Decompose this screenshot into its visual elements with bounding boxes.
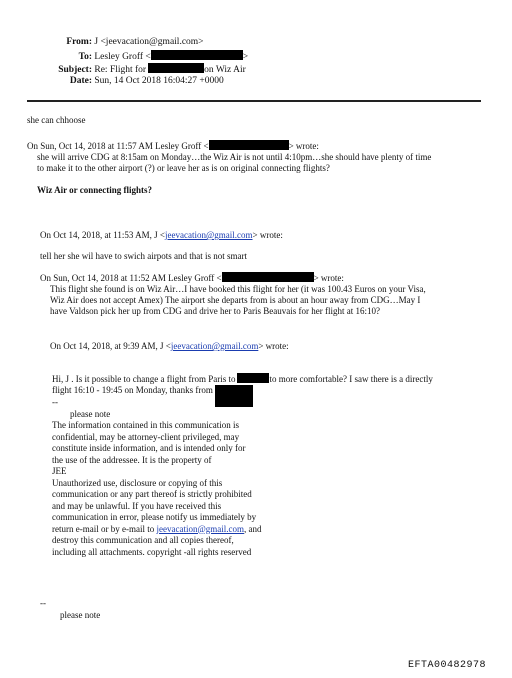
signature-line: communication in error, please notify us immediately by	[52, 512, 257, 522]
from-label: From:	[66, 37, 92, 47]
redaction-box	[148, 63, 204, 73]
subject-value-pre: Re: Flight for	[94, 65, 147, 75]
signature-line	[52, 524, 261, 536]
email-link[interactable]: jeevacation@gmail.com	[170, 341, 259, 351]
signature-text: , and	[243, 523, 262, 534]
bottom-dashes: --	[40, 598, 46, 608]
redaction-box	[209, 140, 289, 150]
document-id: EFTA00482978	[408, 660, 487, 671]
quote-header-text: > wrote:	[252, 230, 283, 240]
signature-dashes: --	[52, 397, 58, 407]
subject-value-post: on Wiz Air	[204, 65, 246, 75]
bold-question: Wiz Air or connecting flights?	[37, 185, 153, 195]
from-value: J <jeevacation@gmail.com>	[94, 37, 204, 47]
signature-line: Unauthorized use, disclosure or copying of this	[52, 477, 223, 488]
signature-line: communication or any part thereof is strictly prohibited	[52, 489, 252, 499]
subject-label: Subject:	[58, 65, 92, 75]
quote-header	[50, 341, 289, 353]
quote-line	[52, 373, 433, 386]
signature-line: destroy this communication and all copies thereof,	[52, 535, 234, 545]
signature-line: JEE	[52, 466, 67, 476]
quote-header-text: On Sun, Oct 14, 2018 at 11:52 AM Lesley Groff <	[40, 273, 222, 283]
quote-line: tell her she wil have to swich airpots and that is not smart	[40, 251, 247, 261]
quote-text: to more comfortable? I saw there is a directly	[269, 374, 433, 384]
quote-line	[52, 385, 253, 407]
quote-header-text: On Oct 14, 2018, at 9:39 AM, J <	[50, 341, 171, 351]
quote-line: have Valdson pick her up from CDG and drive her to Paris Beauvais for her flight at 16:10?	[50, 306, 381, 316]
quote-text: Hi, J . Is it possible to change a flight from Paris to	[52, 374, 236, 384]
to-value-post: >	[242, 52, 249, 62]
header-divider	[27, 100, 481, 102]
quote-header	[40, 230, 283, 242]
quote-header-text: > wrote:	[313, 273, 344, 283]
date-label: Date:	[69, 76, 92, 86]
signature-line: the use of the addressee. It is the property of	[52, 454, 212, 465]
email-link[interactable]: jeevacation@gmail.com	[165, 230, 253, 240]
signature-block	[52, 420, 261, 558]
bottom-please-note: please note	[60, 610, 101, 620]
signature-line: The information contained in this communication is	[52, 420, 239, 430]
email-link[interactable]: jeevacation@gmail.com	[156, 523, 244, 534]
redaction-box	[215, 385, 253, 407]
header-from	[40, 37, 204, 47]
quote-header-text: On Oct 14, 2018, at 11:53 AM, J <	[40, 230, 165, 240]
redaction-box	[237, 373, 269, 383]
header-to	[40, 50, 248, 62]
signature-line: and may be unlawful. If you have received this	[52, 500, 222, 511]
quote-header-text: > wrote:	[258, 341, 289, 351]
date-value: Sun, 14 Oct 2018 16:04:27 +0000	[94, 76, 224, 86]
quote-header-text: On Sun, Oct 14, 2018 at 11:57 AM Lesley Groff <	[27, 141, 209, 151]
to-value-pre: Lesley Groff <	[94, 52, 151, 62]
signature-line: confidential, may be attorney-client privileged, may	[52, 431, 240, 442]
header-date	[40, 76, 224, 86]
quote-text: flight 16:10 - 19:45 on Monday, thanks from	[52, 385, 213, 395]
quote-header	[27, 140, 319, 153]
signature-text: return e-mail or by e-mail to	[52, 523, 157, 534]
quote-line: to make it to the other airport (?) or leave her as is on original connecting flights?	[37, 163, 330, 173]
redaction-box	[151, 50, 243, 60]
signature-line: constitute inside information, and is intended only for	[52, 443, 246, 453]
to-label: To:	[78, 52, 92, 62]
signature-line: including all attachments. copyright -all rights reserved	[52, 546, 252, 557]
header-subject	[40, 63, 246, 75]
quote-header	[40, 272, 344, 285]
quote-line: she will arrive CDG at 8:15am on Monday…the Wiz Air is not until 4:10pm…she should have plenty of time	[37, 152, 432, 162]
quote-header-text: > wrote:	[288, 141, 319, 151]
body-line: she can chhoose	[27, 115, 86, 125]
quote-line: This flight she found is on Wiz Air…I have booked this flight for her (it was 100.43 Euros on your Visa,	[50, 284, 426, 294]
signature-please-note: please note	[70, 409, 111, 419]
redaction-box	[222, 272, 314, 282]
quote-line: Wiz Air does not accept Amex) The airport she departs from is about an hour away from CDG…May I	[50, 295, 421, 305]
